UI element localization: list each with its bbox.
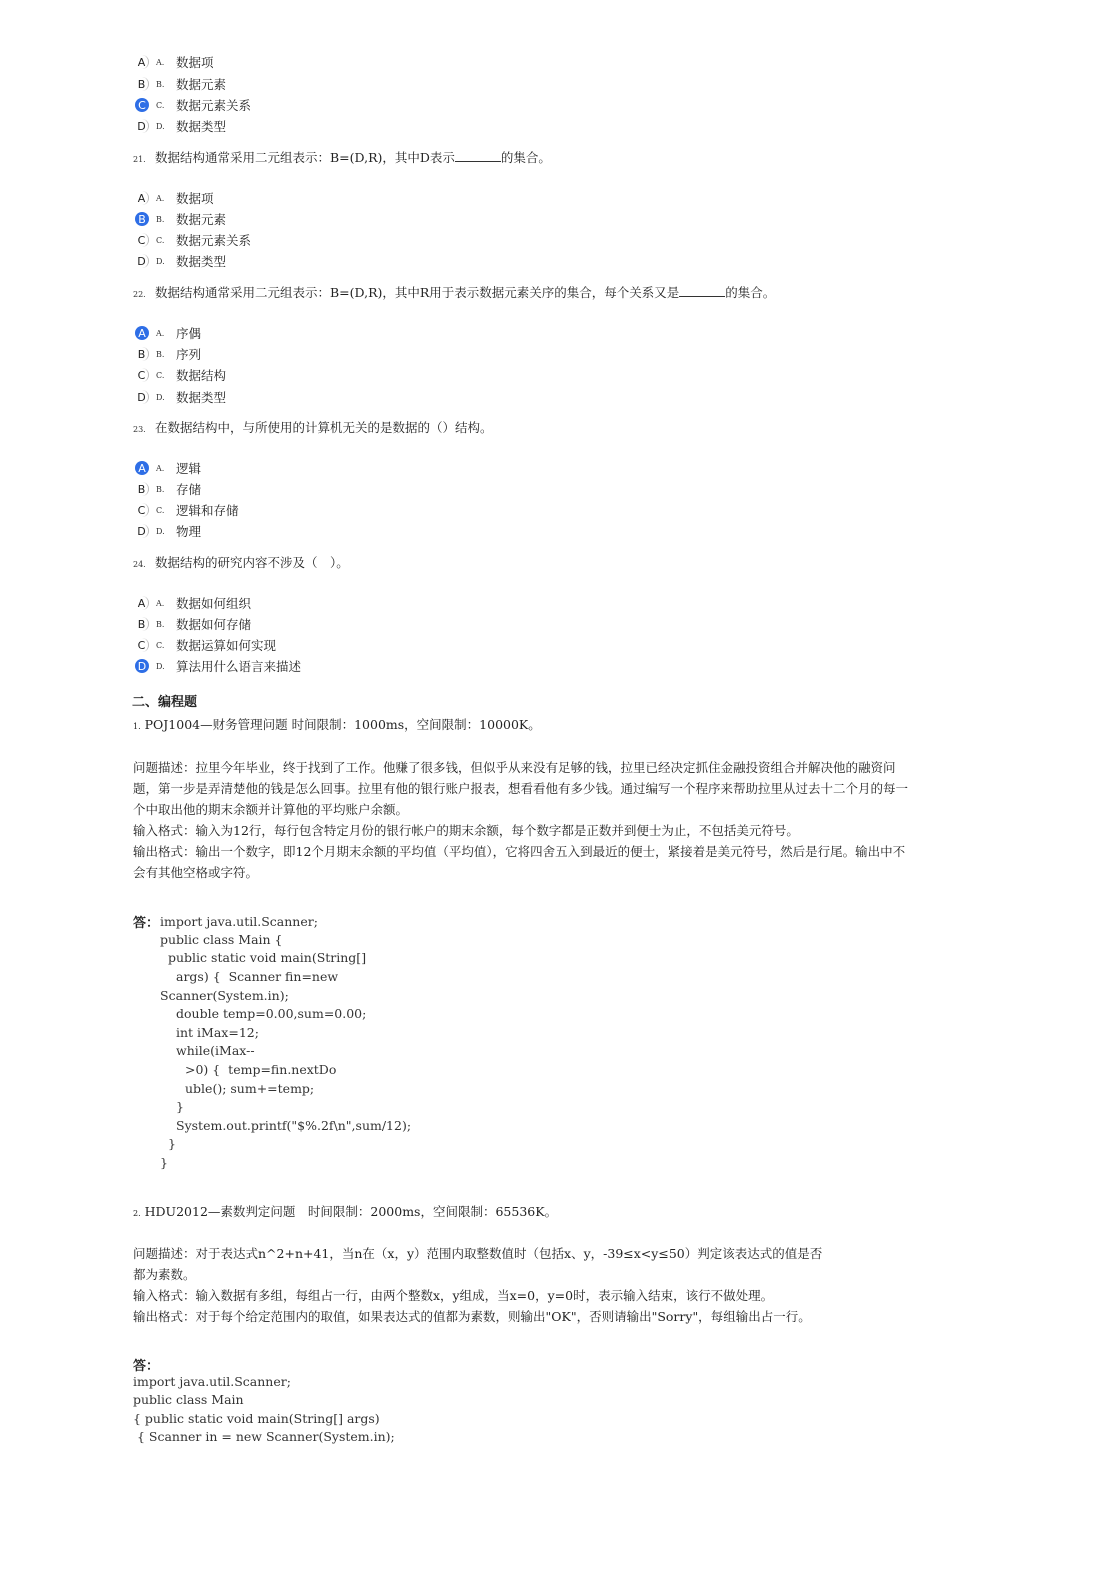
- q24-option-a[interactable]: [135, 593, 251, 613]
- selected-option-badge: A: [135, 461, 149, 475]
- desc-line: 输出格式：输出一个数字，即12个月期末余额的平均值（平均值），它将四舍五入到最近的便士，紧接着是美元符号，然后是行尾。输出中不: [133, 844, 906, 859]
- option-text: 数据元素关系: [176, 98, 252, 113]
- option-number: A.: [156, 328, 165, 338]
- fill-blank: [679, 284, 725, 297]
- option-number: C.: [156, 640, 165, 650]
- q24-option-c[interactable]: [135, 635, 276, 655]
- option-text: 物理: [176, 524, 202, 539]
- option-number: B.: [156, 214, 165, 224]
- q20-option-b[interactable]: [135, 74, 226, 94]
- question-24: [133, 553, 349, 571]
- fill-blank: [455, 149, 501, 162]
- desc-line: 题，第一步是弄清楚他的钱是怎么回事。拉里有他的银行账户报表，想看看他有多少钱。通过编写一个程序来帮助拉里从过去十二个月的每一: [133, 781, 909, 796]
- problem-number: 2.: [133, 1209, 141, 1218]
- desc-line: 输入格式：输入数据有多组，每组占一行，由两个整数x，y组成，当x=0，y=0时，表示输入结束，该行不做处理。: [133, 1288, 774, 1303]
- option-number: D.: [156, 392, 165, 402]
- option-text: 数据元素关系: [176, 233, 252, 248]
- question-23: [133, 418, 493, 436]
- question-stem: 数据结构的研究内容不涉及（ ）。: [155, 555, 349, 570]
- code-line: public static void main(String[]: [168, 950, 367, 965]
- option-number: A.: [156, 57, 165, 67]
- option-number: C.: [156, 505, 165, 515]
- problem-1-title: [133, 714, 541, 737]
- option-badge: C: [135, 233, 149, 247]
- code-line: { public static void main(String[] args): [133, 1411, 380, 1426]
- code-line: import java.util.Scanner;: [160, 914, 318, 929]
- selected-option-badge: D: [135, 659, 149, 673]
- code-line: int iMax=12;: [176, 1025, 259, 1040]
- desc-line: 问题描述：对于表达式n^2+n+41，当n在（x，y）范围内取整数值时（包括x、y，-39≤x<y≤50）判定该表达式的值是否: [133, 1246, 823, 1261]
- problem-number: 1.: [133, 722, 141, 731]
- q20-option-a[interactable]: [135, 52, 214, 72]
- question-stem: 数据结构通常采用二元组表示：B=(D,R)，其中R用于表示数据元素关序的集合，每个关系又是: [155, 285, 680, 300]
- option-number: A.: [156, 193, 165, 203]
- question-21: [133, 148, 551, 166]
- code-line: }: [168, 1136, 176, 1151]
- problem-2-title: [133, 1201, 557, 1224]
- option-number: B.: [156, 484, 165, 494]
- option-number: D.: [156, 121, 165, 131]
- option-badge: B: [135, 617, 149, 631]
- code-line: }: [160, 1155, 168, 1170]
- option-text: 数据类型: [176, 254, 227, 269]
- option-number: D.: [156, 526, 165, 536]
- question-stem-end: 的集合。: [725, 285, 776, 300]
- option-badge: C: [135, 503, 149, 517]
- code-line: while(iMax--: [176, 1043, 255, 1058]
- desc-line: 输入格式：输入为12行，每行包含特定月份的银行帐户的期末余额，每个数字都是正数并到便士为止，不包括美元符号。: [133, 823, 799, 838]
- option-number: D.: [156, 256, 165, 266]
- q22-option-b[interactable]: [135, 344, 201, 364]
- section-title: 二、编程题: [132, 695, 198, 710]
- option-text: 数据类型: [176, 119, 227, 134]
- question-number: 21.: [133, 155, 146, 164]
- option-text: 数据如何组织: [176, 596, 252, 611]
- question-stem: 数据结构通常采用二元组表示：B=(D,R)，其中D表示: [155, 150, 455, 165]
- option-number: B.: [156, 79, 165, 89]
- question-number: 22.: [133, 290, 146, 299]
- q24-option-d[interactable]: [135, 656, 301, 676]
- code-line: args) { Scanner fin=new: [176, 969, 339, 984]
- option-text: 逻辑和存储: [176, 503, 239, 518]
- option-text: 数据元素: [176, 212, 227, 227]
- code-line: public class Main: [133, 1392, 244, 1407]
- answer-2-label: 答：: [133, 1359, 160, 1374]
- option-badge: B: [135, 347, 149, 361]
- option-text: 存储: [176, 482, 202, 497]
- option-badge: B: [135, 77, 149, 91]
- problem-2-description: [133, 1243, 822, 1327]
- selected-option-badge: C: [135, 98, 149, 112]
- code-line: { Scanner in = new Scanner(System.in);: [133, 1429, 395, 1444]
- q22-option-a[interactable]: [135, 323, 201, 343]
- option-number: B.: [156, 349, 165, 359]
- code-line: }: [176, 1099, 184, 1114]
- option-text: 算法用什么语言来描述: [176, 659, 302, 674]
- code-line: System.out.printf("$%.2f\n",sum/12);: [176, 1118, 412, 1133]
- q23-option-c[interactable]: [135, 500, 239, 520]
- option-number: B.: [156, 619, 165, 629]
- question-number: 24.: [133, 560, 146, 569]
- desc-line: 问题描述：拉里今年毕业，终于找到了工作。他赚了很多钱，但似乎从来没有足够的钱，拉里已经决定抓住金融投资组合并解决他的融资问: [133, 760, 896, 775]
- desc-line: 会有其他空格或字符。: [133, 865, 259, 880]
- option-badge: D: [135, 390, 149, 404]
- q23-option-d[interactable]: [135, 521, 201, 541]
- question-stem: 在数据结构中，与所使用的计算机无关的是数据的（）结构。: [155, 420, 493, 435]
- option-badge: A: [135, 191, 149, 205]
- option-text: 数据元素: [176, 77, 227, 92]
- q22-option-c[interactable]: [135, 365, 226, 385]
- option-badge: D: [135, 254, 149, 268]
- option-number: A.: [156, 463, 165, 473]
- option-number: C.: [156, 370, 165, 380]
- question-22: [133, 283, 775, 301]
- q21-option-d[interactable]: [135, 251, 226, 271]
- option-number: D.: [156, 661, 165, 671]
- option-text: 序偶: [176, 326, 202, 341]
- code-line: >0) { temp=fin.nextDo: [185, 1062, 337, 1077]
- code-line: uble(); sum+=temp;: [185, 1081, 315, 1096]
- option-badge: D: [135, 524, 149, 538]
- code-line: import java.util.Scanner;: [133, 1374, 291, 1389]
- desc-line: 个中取出他的期末余额并计算他的平均账户余额。: [133, 802, 409, 817]
- question-stem-end: 的集合。: [500, 150, 551, 165]
- option-text: 数据结构: [176, 368, 227, 383]
- selected-option-badge: A: [135, 326, 149, 340]
- option-number: C.: [156, 100, 165, 110]
- option-text: 数据运算如何实现: [176, 638, 277, 653]
- code-line: Scanner(System.in);: [160, 988, 289, 1003]
- option-text: 数据项: [176, 191, 214, 206]
- problem-title-text: HDU2012—素数判定问题 时间限制：2000ms，空间限制：65536K。: [144, 1204, 558, 1219]
- q21-option-b[interactable]: [135, 209, 226, 229]
- option-badge: A: [135, 596, 149, 610]
- selected-option-badge: B: [135, 212, 149, 226]
- problem-title-text: POJ1004—财务管理问题 时间限制：1000ms，空间限制：10000K。: [144, 717, 541, 732]
- option-text: 逻辑: [176, 461, 202, 476]
- option-badge: C: [135, 638, 149, 652]
- desc-line: 都为素数。: [133, 1267, 196, 1282]
- q24-option-b[interactable]: [135, 614, 251, 634]
- code-line: double temp=0.00,sum=0.00;: [176, 1006, 367, 1021]
- answer-1-label: 答：: [133, 916, 160, 931]
- option-badge: C: [135, 368, 149, 382]
- option-number: C.: [156, 235, 165, 245]
- q23-option-a[interactable]: [135, 458, 201, 478]
- q20-option-c[interactable]: [135, 95, 251, 115]
- q23-option-b[interactable]: [135, 479, 201, 499]
- q22-option-d[interactable]: [135, 387, 226, 407]
- option-badge: D: [135, 119, 149, 133]
- option-text: 序列: [176, 347, 202, 362]
- problem-1-description: [133, 757, 908, 883]
- option-text: 数据项: [176, 55, 214, 70]
- question-number: 23.: [133, 425, 146, 434]
- code-line: public class Main {: [160, 932, 283, 947]
- option-number: A.: [156, 598, 165, 608]
- q21-option-c[interactable]: [135, 230, 251, 250]
- q20-option-d[interactable]: [135, 116, 226, 136]
- option-badge: A: [135, 55, 149, 69]
- desc-line: 输出格式：对于每个给定范围内的取值，如果表达式的值都为素数，则输出"OK"，否则请输出"Sorry"，每组输出占一行。: [133, 1309, 811, 1324]
- option-badge: B: [135, 482, 149, 496]
- option-text: 数据如何存储: [176, 617, 252, 632]
- option-text: 数据类型: [176, 390, 227, 405]
- q21-option-a[interactable]: [135, 188, 214, 208]
